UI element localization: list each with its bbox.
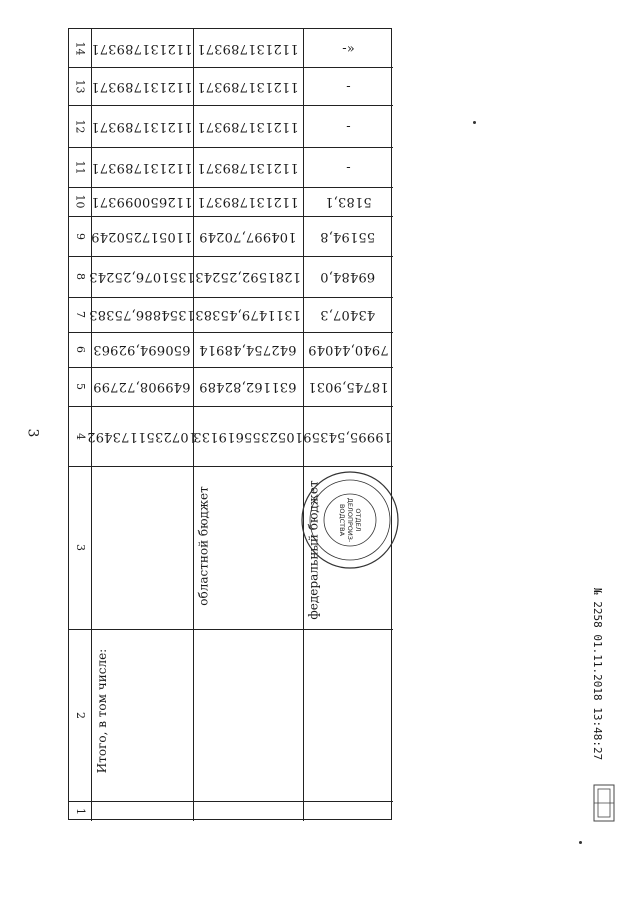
table-value: 1311479,45383 xyxy=(195,307,301,322)
column-number-c13 xyxy=(69,67,91,105)
table-cell-r0-c10 xyxy=(91,187,193,216)
column-number-text: 9 xyxy=(73,232,87,240)
row-label-text: областной бюджет xyxy=(197,486,211,606)
column-number-c5 xyxy=(69,367,91,406)
table-cell-r2-c5 xyxy=(303,367,393,406)
speck xyxy=(579,841,582,844)
table-value: 112131789371 xyxy=(197,78,299,94)
table-value: 112650099371 xyxy=(91,194,193,209)
table-value: 5183,1 xyxy=(324,194,372,209)
stamp-line2: ДЕЛОПРОИЗ- xyxy=(346,497,354,543)
row-label-total xyxy=(91,631,113,791)
column-number-text: 14 xyxy=(73,41,87,55)
table-cell-r1-c11 xyxy=(193,147,303,187)
table-cell-r0-c4 xyxy=(86,406,198,466)
table-cell-r0-c12 xyxy=(91,105,193,147)
column-number-text: 8 xyxy=(73,273,87,280)
column-number-text: 6 xyxy=(73,346,87,353)
column-number-c14 xyxy=(69,29,91,67)
table-value: 631162,82489 xyxy=(199,379,297,394)
page-number: 3 xyxy=(24,428,41,438)
column-number-c6 xyxy=(69,332,91,367)
table-cell-r1-c8 xyxy=(193,256,303,297)
table-value: 112131789371 xyxy=(91,118,193,134)
table-cell-r0-c6 xyxy=(91,332,193,367)
table-cell-r1-c12 xyxy=(193,105,303,147)
column-number-c9 xyxy=(69,216,91,256)
table-cell-r0-c7 xyxy=(91,297,193,332)
table-value: 642754,48914 xyxy=(199,342,297,357)
column-number-text: 7 xyxy=(73,311,87,318)
table-cell-r2-c10 xyxy=(303,187,393,216)
speck xyxy=(473,121,476,124)
column-number-text: 5 xyxy=(73,383,87,390)
column-number-text: 4 xyxy=(73,432,87,440)
column-number-text: 10 xyxy=(73,194,87,209)
table-cell-r2-c8 xyxy=(303,256,393,297)
column-number-c7 xyxy=(69,297,91,332)
table-cell-r1-c10 xyxy=(193,187,303,216)
table-cell-r2-c7 xyxy=(303,297,393,332)
table-value: 112131789371 xyxy=(91,40,193,56)
column-number-c3 xyxy=(69,466,91,629)
column-number-text: 2 xyxy=(73,711,87,719)
table-value: 112131789371 xyxy=(197,40,299,56)
table-value: 1354886,75383 xyxy=(89,307,195,322)
table-cell-r1-c13 xyxy=(193,67,303,105)
table-cell-r1-c5 xyxy=(193,367,303,406)
column-number-c1 xyxy=(69,801,91,821)
table-value: 19995,54359 xyxy=(303,428,393,444)
table-value: 110517250249 xyxy=(91,228,193,244)
table-value: 7940,44049 xyxy=(307,342,389,357)
row-label-regional xyxy=(193,471,215,621)
table-value: 104997,70249 xyxy=(199,228,297,244)
registry-logo-icon xyxy=(592,783,616,823)
table-cell-r1-c6 xyxy=(193,332,303,367)
table-value: 650694,92963 xyxy=(93,342,191,357)
table-value: 112131789371 xyxy=(91,159,193,175)
table-cell-r2-c14 xyxy=(303,29,393,67)
table-value: 69484,0 xyxy=(320,269,376,284)
column-number-text: 11 xyxy=(73,160,87,174)
table-cell-r1-c9 xyxy=(193,216,303,256)
table-value: 1351076,25243 xyxy=(89,269,195,284)
table-value: 649908,72799 xyxy=(93,379,191,394)
table-value: «- xyxy=(341,40,355,56)
table-cell-r1-c7 xyxy=(193,297,303,332)
table-cell-r0-c14 xyxy=(91,29,193,67)
column-number-text: 12 xyxy=(73,119,87,133)
stamp-line1: ОТДЕЛ xyxy=(354,508,362,532)
table-value: 112131789371 xyxy=(197,194,299,209)
table-value: 1052355619133 xyxy=(192,428,304,444)
stamp-line3: ВОДСТВА xyxy=(338,503,346,537)
table-value: - xyxy=(345,159,351,175)
table-value: - xyxy=(345,78,351,94)
table-value: 1072351173492 xyxy=(86,428,198,444)
table-value: 112131789371 xyxy=(197,159,299,175)
column-number-c8 xyxy=(69,256,91,297)
official-stamp xyxy=(300,470,400,570)
table-value: - xyxy=(345,118,351,134)
column-number-text: 1 xyxy=(73,807,87,815)
table-cell-r2-c13 xyxy=(303,67,393,105)
table-cell-r2-c4 xyxy=(303,406,393,466)
table-value: 112131789371 xyxy=(197,118,299,134)
table-cell-r2-c11 xyxy=(303,147,393,187)
column-number-c12 xyxy=(69,105,91,147)
row-label-text: Итого, в том числе: xyxy=(95,648,110,774)
table-cell-r2-c9 xyxy=(303,216,393,256)
table-value: 18745,9031 xyxy=(307,379,389,394)
table-cell-r1-c14 xyxy=(193,29,303,67)
registration-footer: № 2258 01.11.2018 13:48:27 xyxy=(591,588,604,761)
table-value: 1281592,25243 xyxy=(195,269,301,284)
table-cell-r0-c11 xyxy=(91,147,193,187)
table-value: 55194,8 xyxy=(320,228,376,244)
row-label-text: федеральный бюджет xyxy=(307,480,321,620)
column-number-c11 xyxy=(69,147,91,187)
table-cell-r0-c8 xyxy=(91,256,193,297)
table-cell-r0-c13 xyxy=(91,67,193,105)
grid-line xyxy=(69,629,393,630)
table-cell-r1-c4 xyxy=(193,406,303,466)
grid-line xyxy=(69,801,393,802)
column-number-text: 3 xyxy=(73,544,87,551)
table-cell-r0-c5 xyxy=(91,367,193,406)
table-cell-r2-c6 xyxy=(303,332,393,367)
table-value: 43407,3 xyxy=(320,307,376,322)
column-number-text: 13 xyxy=(73,79,87,93)
column-number-c10 xyxy=(69,187,91,216)
table-cell-r0-c9 xyxy=(91,216,193,256)
grid-line xyxy=(69,466,393,467)
table-cell-r2-c12 xyxy=(303,105,393,147)
budget-table xyxy=(68,28,392,820)
table-value: 112131789371 xyxy=(91,78,193,94)
column-number-c2 xyxy=(69,629,91,801)
